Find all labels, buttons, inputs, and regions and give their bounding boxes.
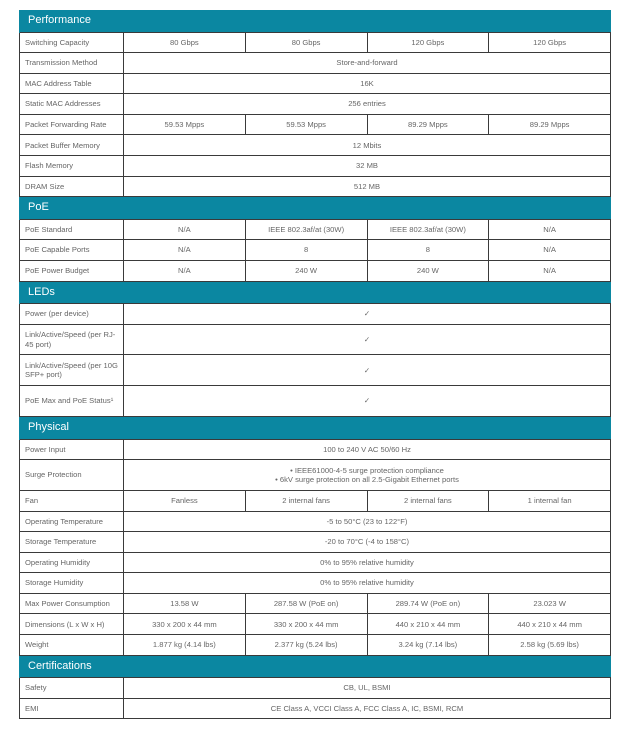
row-label: Fan bbox=[20, 490, 124, 511]
checkmark-icon: ✓ bbox=[124, 324, 611, 355]
row-label: Packet Buffer Memory bbox=[20, 135, 124, 156]
row-value: 440 x 210 x 44 mm bbox=[367, 614, 489, 635]
row-value: N/A bbox=[489, 240, 611, 261]
row-value: 16K bbox=[124, 73, 611, 94]
row-label: Switching Capacity bbox=[20, 32, 124, 53]
table-row-power-input bbox=[20, 439, 611, 460]
table-row-flash-memory bbox=[20, 156, 611, 177]
row-value: 8 bbox=[367, 240, 489, 261]
table-row-power-per-device bbox=[20, 304, 611, 325]
row-value: -5 to 50°C (23 to 122°F) bbox=[124, 511, 611, 532]
row-value: 120 Gbps bbox=[367, 32, 489, 53]
row-value: • IEEE61000-4-5 surge protection compliance • 6kV surge protection on all 2.5-Gigabit Ethernet ports bbox=[124, 460, 611, 491]
row-label: Weight bbox=[20, 635, 124, 656]
row-label: Link/Active/Speed (per 10G SFP+ port) bbox=[20, 355, 124, 386]
row-label: PoE Power Budget bbox=[20, 260, 124, 281]
row-value: N/A bbox=[124, 240, 246, 261]
row-value: N/A bbox=[124, 219, 246, 240]
row-value: -20 to 70°C (-4 to 158°C) bbox=[124, 532, 611, 553]
row-label: Operating Temperature bbox=[20, 511, 124, 532]
table-row-max-power-consumption bbox=[20, 593, 611, 614]
row-value: 89.29 Mpps bbox=[367, 114, 489, 135]
row-value: 330 x 200 x 44 mm bbox=[245, 614, 367, 635]
section-title: Performance bbox=[20, 10, 611, 32]
table-row-storage-temperature bbox=[20, 532, 611, 553]
table-row-link-active-speed-per-10g-sfp-port bbox=[20, 355, 611, 386]
row-value: 2.377 kg (5.24 lbs) bbox=[245, 635, 367, 656]
row-value: 23.023 W bbox=[489, 593, 611, 614]
row-value: 59.53 Mpps bbox=[124, 114, 246, 135]
row-value: CB, UL, BSMI bbox=[124, 678, 611, 699]
row-value: 13.58 W bbox=[124, 593, 246, 614]
row-value: N/A bbox=[489, 260, 611, 281]
row-value: 330 x 200 x 44 mm bbox=[124, 614, 246, 635]
table-row-poe-capable-ports bbox=[20, 240, 611, 261]
row-value: 0% to 95% relative humidity bbox=[124, 552, 611, 573]
table-row-poe-max-and-poe-status bbox=[20, 386, 611, 417]
section-title: PoE bbox=[20, 197, 611, 220]
checkmark-icon: ✓ bbox=[124, 386, 611, 417]
row-label: PoE Max and PoE Status¹ bbox=[20, 386, 124, 417]
row-value: Store-and-forward bbox=[124, 53, 611, 74]
row-label: Operating Humidity bbox=[20, 552, 124, 573]
row-label: EMI bbox=[20, 698, 124, 719]
row-value: 287.58 W (PoE on) bbox=[245, 593, 367, 614]
row-label: Link/Active/Speed (per RJ-45 port) bbox=[20, 324, 124, 355]
row-value: 256 entries bbox=[124, 94, 611, 115]
row-label: Max Power Consumption bbox=[20, 593, 124, 614]
row-value: 59.53 Mpps bbox=[245, 114, 367, 135]
row-label: Surge Protection bbox=[20, 460, 124, 491]
row-value: 100 to 240 V AC 50/60 Hz bbox=[124, 439, 611, 460]
row-value: N/A bbox=[489, 219, 611, 240]
row-label: Storage Temperature bbox=[20, 532, 124, 553]
row-value: 1 internal fan bbox=[489, 490, 611, 511]
table-row-mac-address-table bbox=[20, 73, 611, 94]
table-row-packet-buffer-memory bbox=[20, 135, 611, 156]
table-row-emi bbox=[20, 698, 611, 719]
section-title: LEDs bbox=[20, 281, 611, 304]
row-value: 289.74 W (PoE on) bbox=[367, 593, 489, 614]
table-row-poe-power-budget bbox=[20, 260, 611, 281]
row-label: PoE Capable Ports bbox=[20, 240, 124, 261]
table-row-packet-forwarding-rate bbox=[20, 114, 611, 135]
section-title: Physical bbox=[20, 417, 611, 440]
section-header-physical bbox=[20, 417, 611, 440]
row-value: 32 MB bbox=[124, 156, 611, 177]
row-label: PoE Standard bbox=[20, 219, 124, 240]
row-value: 2 internal fans bbox=[245, 490, 367, 511]
row-value: 8 bbox=[245, 240, 367, 261]
table-row-static-mac-addresses bbox=[20, 94, 611, 115]
row-label: Power (per device) bbox=[20, 304, 124, 325]
row-label: Dimensions (L x W x H) bbox=[20, 614, 124, 635]
row-value: CE Class A, VCCI Class A, FCC Class A, IC, BSMI, RCM bbox=[124, 698, 611, 719]
table-row-link-active-speed-per-rj-45-port bbox=[20, 324, 611, 355]
row-label: Storage Humidity bbox=[20, 573, 124, 594]
row-value: 512 MB bbox=[124, 176, 611, 197]
section-header-certifications bbox=[20, 655, 611, 678]
table-row-transmission-method bbox=[20, 53, 611, 74]
row-label: MAC Address Table bbox=[20, 73, 124, 94]
row-value: 2 internal fans bbox=[367, 490, 489, 511]
table-row-fan bbox=[20, 490, 611, 511]
table-row-dimensions-l-x-w-x-h bbox=[20, 614, 611, 635]
row-value: IEEE 802.3af/at (30W) bbox=[367, 219, 489, 240]
row-value: 240 W bbox=[367, 260, 489, 281]
table-row-poe-standard bbox=[20, 219, 611, 240]
row-value: 0% to 95% relative humidity bbox=[124, 573, 611, 594]
row-value: 1.877 kg (4.14 lbs) bbox=[124, 635, 246, 656]
row-label: Flash Memory bbox=[20, 156, 124, 177]
row-label: Safety bbox=[20, 678, 124, 699]
table-row-safety bbox=[20, 678, 611, 699]
row-value: 80 Gbps bbox=[245, 32, 367, 53]
row-value: 2.58 kg (5.69 lbs) bbox=[489, 635, 611, 656]
specifications-table bbox=[19, 10, 611, 719]
table-row-operating-temperature bbox=[20, 511, 611, 532]
row-value: 440 x 210 x 44 mm bbox=[489, 614, 611, 635]
table-row-switching-capacity bbox=[20, 32, 611, 53]
checkmark-icon: ✓ bbox=[124, 304, 611, 325]
row-label: Power Input bbox=[20, 439, 124, 460]
row-value: 80 Gbps bbox=[124, 32, 246, 53]
table-row-weight bbox=[20, 635, 611, 656]
row-label: DRAM Size bbox=[20, 176, 124, 197]
row-value: 120 Gbps bbox=[489, 32, 611, 53]
row-value: 12 Mbits bbox=[124, 135, 611, 156]
table-row-dram-size bbox=[20, 176, 611, 197]
section-header-leds bbox=[20, 281, 611, 304]
row-value: N/A bbox=[124, 260, 246, 281]
section-header-poe bbox=[20, 197, 611, 220]
table-row-storage-humidity bbox=[20, 573, 611, 594]
section-title: Certifications bbox=[20, 655, 611, 678]
checkmark-icon: ✓ bbox=[124, 355, 611, 386]
row-value: IEEE 802.3af/at (30W) bbox=[245, 219, 367, 240]
row-label: Transmission Method bbox=[20, 53, 124, 74]
row-value: 89.29 Mpps bbox=[489, 114, 611, 135]
table-row-operating-humidity bbox=[20, 552, 611, 573]
row-value: Fanless bbox=[124, 490, 246, 511]
section-header-performance bbox=[20, 10, 611, 32]
row-label: Packet Forwarding Rate bbox=[20, 114, 124, 135]
row-value: 3.24 kg (7.14 lbs) bbox=[367, 635, 489, 656]
row-value: 240 W bbox=[245, 260, 367, 281]
row-label: Static MAC Addresses bbox=[20, 94, 124, 115]
table-row-surge-protection bbox=[20, 460, 611, 491]
